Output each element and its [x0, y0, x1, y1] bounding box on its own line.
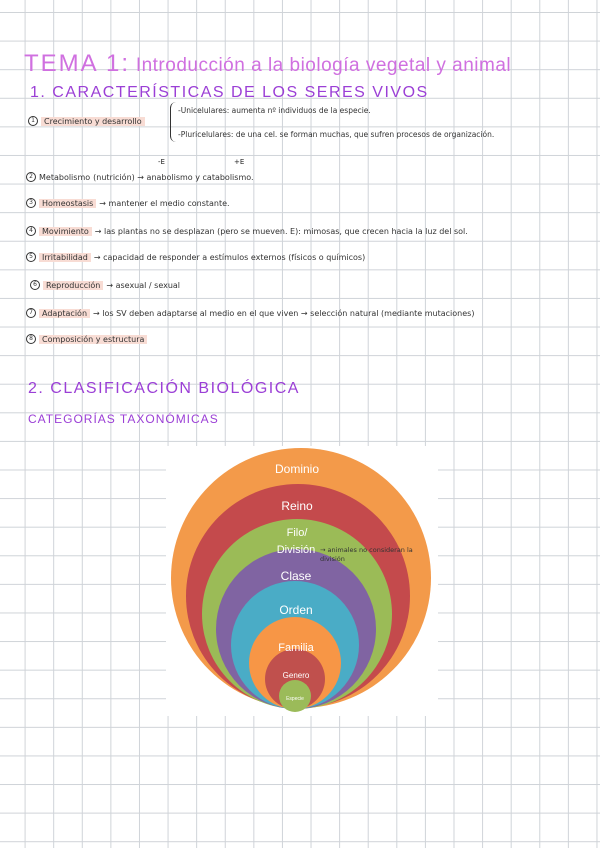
- item-number: 3: [26, 198, 36, 208]
- item-label: Irritabilidad: [39, 253, 91, 262]
- item-number: 1: [28, 116, 38, 126]
- taxonomy-svg: [166, 446, 438, 716]
- sub-unicelulares: -Unicelulares: aumenta nº individuos de la especie.: [178, 106, 371, 115]
- label-dominio: Dominio: [274, 462, 320, 476]
- item-label: Composición y estructura: [39, 335, 147, 344]
- sub-pluricelulares: -Pluricelulares: de una cel. se forman muchas, que sufren procesos de organización.: [178, 130, 495, 139]
- section1-title: 1. CARACTERÍSTICAS DE LOS SERES VIVOS: [30, 84, 429, 101]
- title-prefix: TEMA 1:: [24, 50, 131, 77]
- item-movimiento: [26, 226, 468, 236]
- item-composicion: [26, 334, 147, 344]
- item-desc: → las plantas no se desplazan (pero se mueven. E): mimosas, que crecen hacia la luz del sol.: [94, 226, 468, 236]
- section2-title: 2. CLASIFICACIÓN BIOLÓGICA: [28, 380, 300, 397]
- item-label: Crecimiento y desarrollo: [41, 117, 145, 126]
- item-number: 7: [26, 308, 36, 318]
- mark-minus-e: -E: [158, 158, 165, 166]
- taxonomy-diagram: [166, 446, 438, 716]
- item-desc: (nutrición) → anabolismo y catabolismo.: [93, 172, 254, 182]
- item-reproduccion: [30, 280, 180, 290]
- label-orden: Orden: [279, 603, 313, 617]
- label-genero: Genero: [282, 671, 310, 680]
- label-filo: Filo/: [286, 527, 308, 539]
- item-metabolismo: [26, 172, 254, 182]
- item-label: Homeostasis: [39, 199, 96, 208]
- title-text: Introducción a la biología vegetal y animal: [135, 55, 512, 76]
- label-familia: Familia: [278, 642, 314, 654]
- item-adaptacion: [26, 308, 474, 318]
- section2-subtitle: CATEGORÍAS TAXONÓMICAS: [28, 412, 219, 426]
- item-desc: → mantener el medio constante.: [99, 198, 230, 208]
- item-label: Reproducción: [43, 281, 103, 290]
- item-number: 5: [26, 252, 36, 262]
- item-label: Metabolismo: [39, 172, 91, 182]
- item-desc: → los SV deben adaptarse al medio en el que viven → selección natural (mediante mutaciones): [93, 308, 475, 318]
- label-reino: Reino: [281, 499, 313, 513]
- item-desc: → capacidad de responder a estímulos externos (físicos o químicos): [93, 252, 366, 262]
- label-especie: Especie: [286, 696, 304, 702]
- item-number: 8: [26, 334, 36, 344]
- item-desc: → asexual / sexual: [106, 280, 181, 290]
- item-crecimiento: [28, 116, 145, 126]
- mark-plus-e: +E: [234, 158, 245, 166]
- label-clase: Clase: [280, 569, 312, 583]
- item-homeostasis: [26, 198, 230, 208]
- item-irritabilidad: [26, 252, 365, 262]
- division-note: → animales no consideran la división: [320, 546, 413, 563]
- label-division: División: [276, 544, 316, 556]
- brace: [170, 102, 177, 142]
- item-number: 2: [26, 172, 36, 182]
- item-number: 6: [30, 280, 40, 290]
- page-title: [24, 50, 511, 78]
- item-label: Movimiento: [39, 227, 92, 236]
- item-label: Adaptación: [39, 309, 90, 318]
- item-number: 4: [26, 226, 36, 236]
